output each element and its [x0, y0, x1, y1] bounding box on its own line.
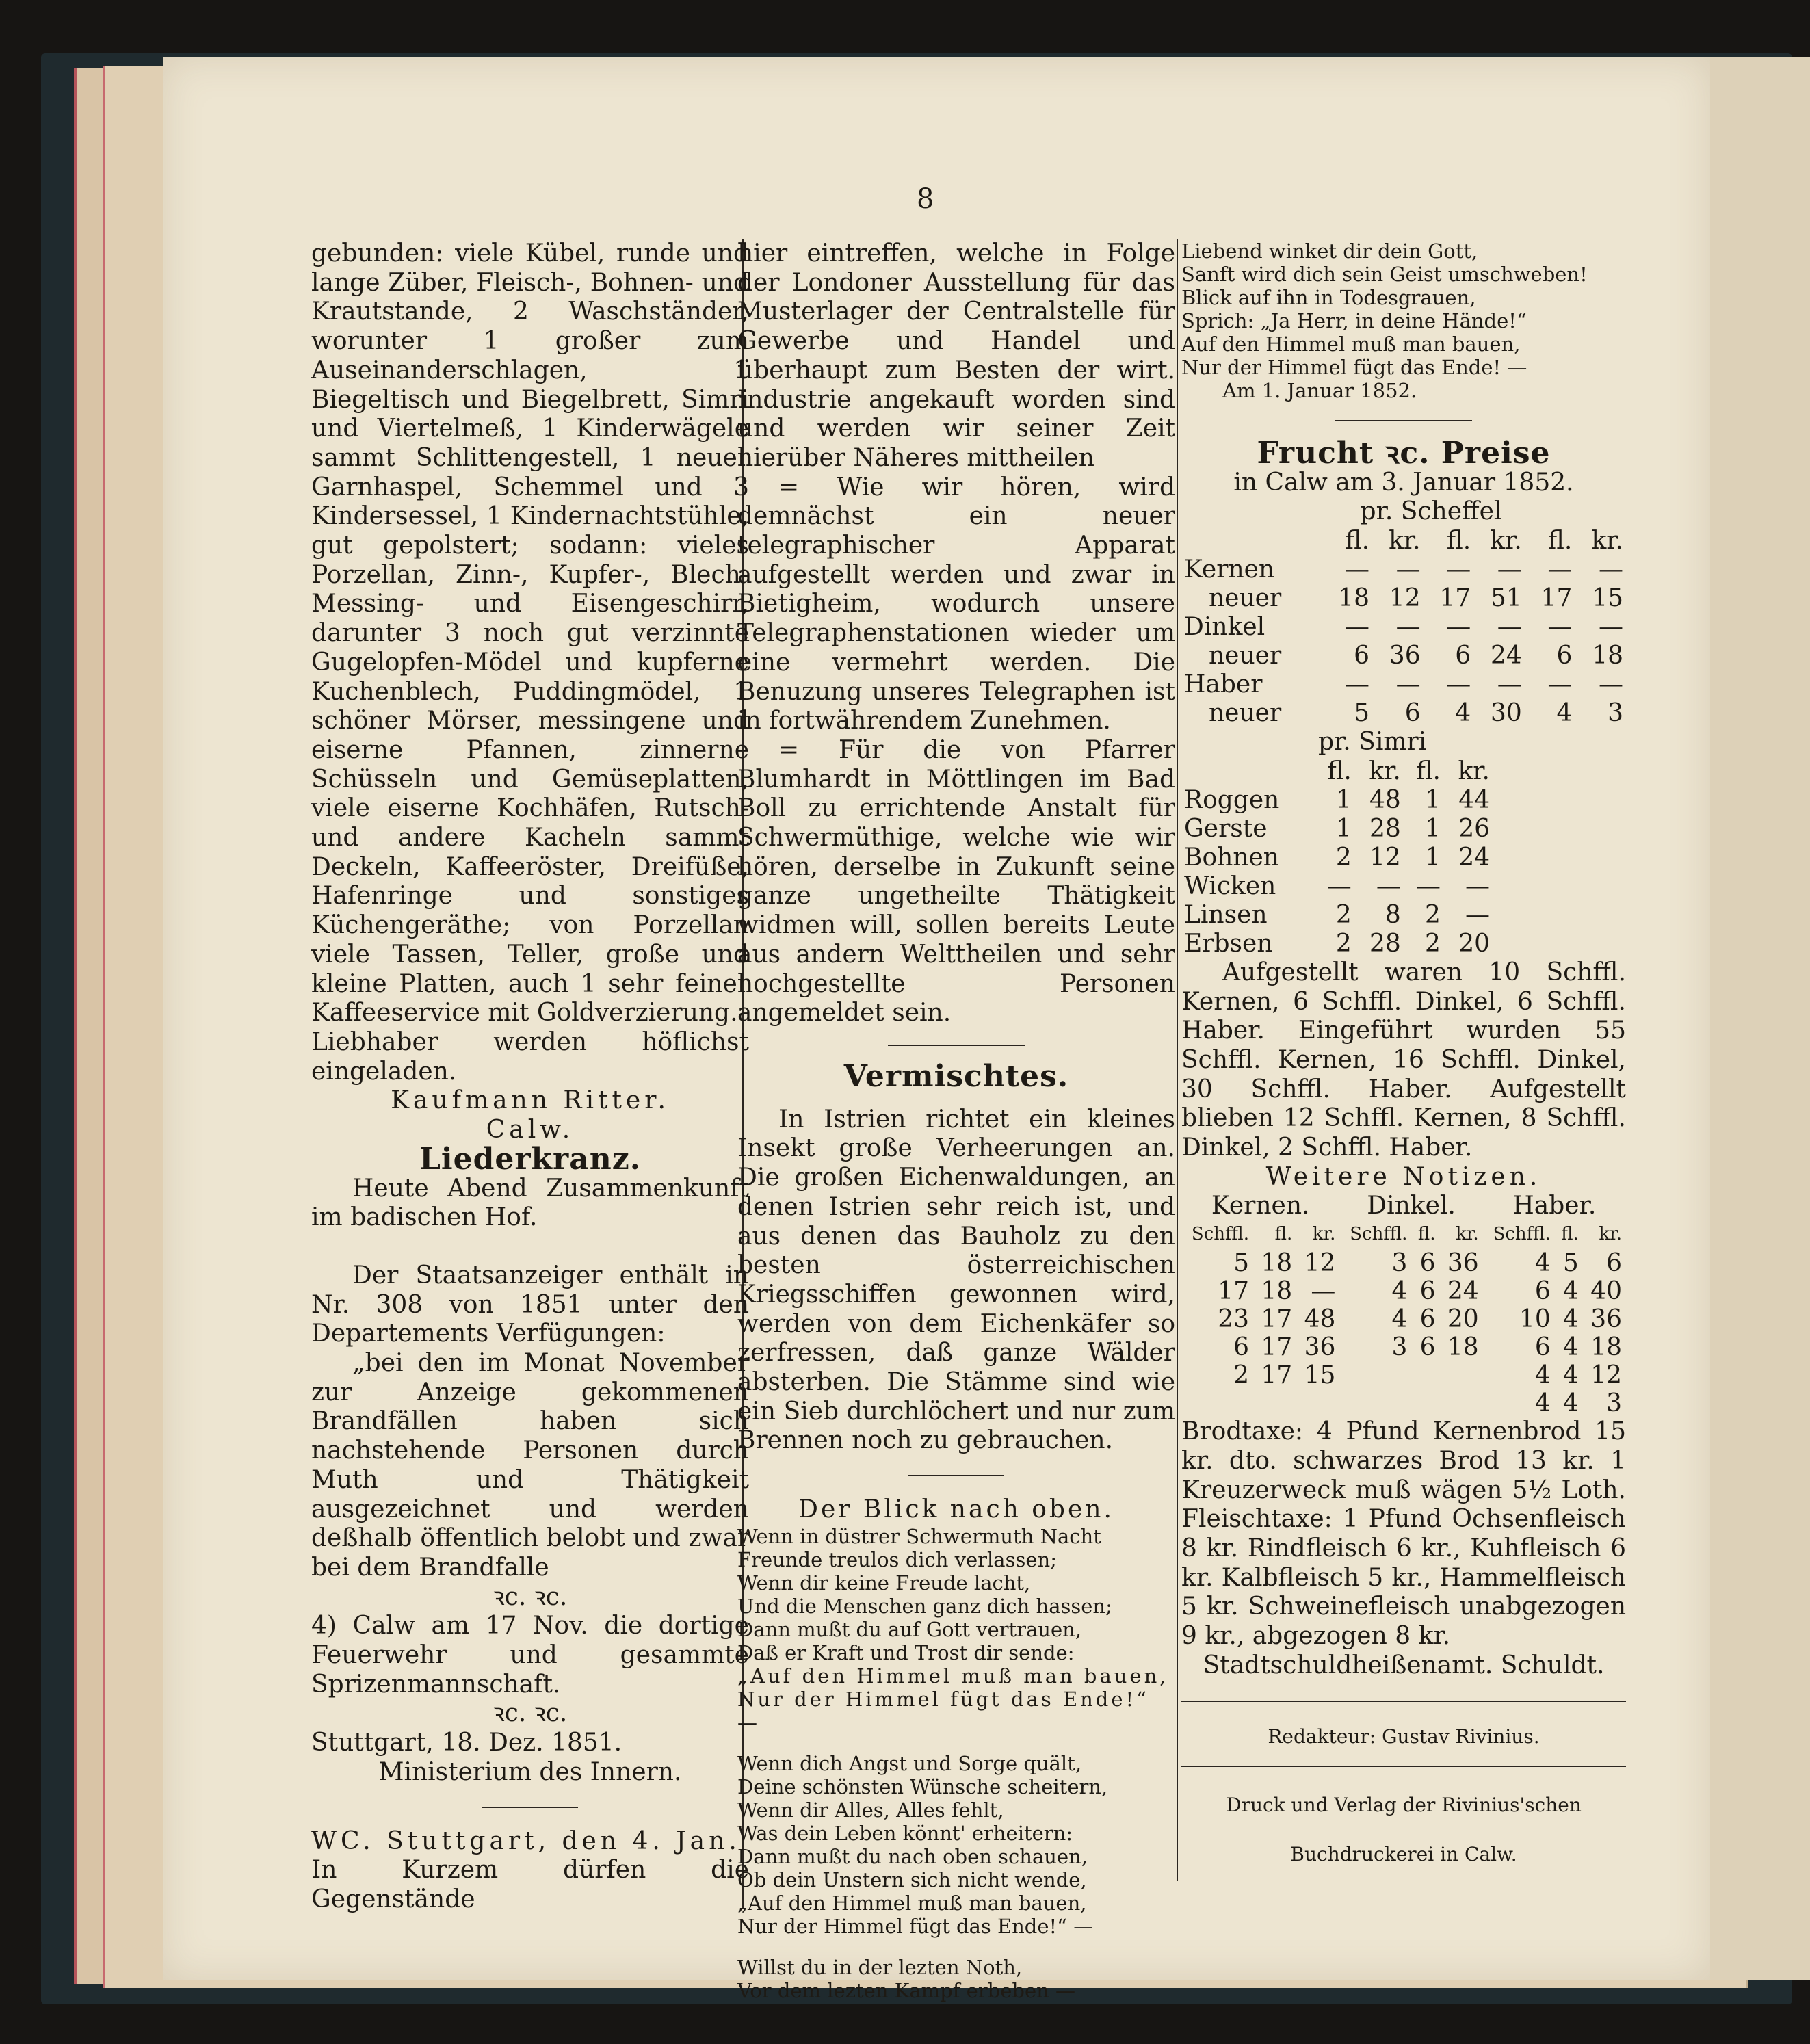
cell: — [1547, 613, 1573, 642]
cell [1440, 1361, 1483, 1389]
page-number: 8 [917, 183, 934, 215]
cell [1296, 1389, 1339, 1417]
section-heading: Vermischtes. [843, 1058, 1069, 1094]
table-header-row [1181, 1192, 1626, 1220]
supply-text: Aufgestellt waren 10 Schffl. Kernen, 6 Schffl. Dinkel, 6 Schffl. Haber. Eingeführt wurden 55 Schffl. Kernen, 16 Schffl. Dinkel, 30 Schffl. Haber. Aufgestellt blieben 12 Schffl. Kernen, 8 Schffl. Dinkel, 2 Schffl. Haber. [1181, 958, 1626, 1162]
separator [1335, 420, 1472, 421]
group-header: Haber. [1512, 1192, 1597, 1220]
dateline: Stuttgart, 18. Dez. 1851. [311, 1729, 622, 1757]
cell: 4 [1391, 1277, 1408, 1306]
cell: — [1415, 872, 1441, 900]
cell: 6 [1419, 1277, 1436, 1306]
printer-line: Druck und Verlag der Rivinius'schen Buchdruckerei in Calw. [1226, 1794, 1582, 1866]
cell: 6 [1534, 1333, 1551, 1362]
cell: — [1497, 613, 1522, 642]
row-label: neuer [1209, 584, 1282, 613]
cell: — [1345, 613, 1370, 642]
column-header: fl. [1547, 527, 1573, 555]
group-header: Kernen. [1211, 1192, 1310, 1220]
cell: 48 [1369, 785, 1401, 814]
unit-label: pr. Simri [1318, 728, 1427, 757]
cell: — [1395, 670, 1421, 699]
cell: 6 [1419, 1333, 1436, 1362]
cell [1411, 1361, 1439, 1389]
auction-invitation: Liebhaber werden höflichst eingeladen. [311, 1027, 749, 1086]
row-label: Bohnen [1184, 843, 1279, 872]
cell: — [1395, 613, 1421, 642]
row-label: Haber [1184, 670, 1263, 699]
table-row [1181, 642, 1626, 670]
cell: 18 [1261, 1277, 1293, 1306]
column-rule [1177, 239, 1178, 1881]
cell: 1 [1425, 785, 1441, 814]
table-header-row [1181, 1220, 1626, 1249]
cell: 17 [1540, 584, 1573, 613]
cell: 17 [1218, 1277, 1250, 1306]
cell: — [1326, 872, 1352, 900]
table-header-row [1181, 527, 1626, 555]
column-header: fl. [1446, 527, 1471, 555]
cell: 4 [1534, 1249, 1551, 1278]
cell: 6 [1534, 1277, 1551, 1306]
table-row [1181, 815, 1493, 843]
cell: 18 [1447, 1333, 1479, 1362]
prices-subheading: in Calw am 3. Januar 1852. [1233, 468, 1574, 497]
cell: — [1446, 613, 1471, 642]
row-label: Gerste [1184, 814, 1268, 843]
editor-line: Redakteur: Gustav Rivinius. [1268, 1725, 1540, 1748]
cell: 1 [1425, 843, 1441, 872]
row-label: neuer [1209, 699, 1282, 728]
cell: 44 [1458, 785, 1490, 814]
poem-line: Nur der Himmel fügt das Ende!“ — [737, 1687, 1150, 1734]
cell: 4 [1562, 1277, 1579, 1306]
poem-line: Blick auf ihn in Todesgrauen, [1181, 286, 1476, 309]
office-signature: Stadtschuldheißenamt. Schuldt. [1203, 1651, 1605, 1679]
article-text: 4) Calw am 17 Nov. die dortige Feuerwehr und gesammte Sprizenmannschaft. [311, 1612, 749, 1699]
cell: — [1395, 555, 1421, 584]
column-header: fl. [1561, 1224, 1579, 1245]
cell: 2 [1335, 929, 1352, 958]
cell: 3 [1391, 1249, 1408, 1278]
table-row [1181, 1361, 1626, 1389]
separator [1181, 1701, 1626, 1702]
cell: — [1547, 555, 1573, 584]
section-heading: Liederkranz. [419, 1141, 642, 1177]
cell: 26 [1458, 814, 1490, 843]
column-header: kr. [1591, 527, 1623, 555]
cell: — [1497, 670, 1522, 699]
cell: 28 [1369, 929, 1401, 958]
poem-line: Wenn in düstrer Schwermuth Nacht [737, 1524, 1101, 1548]
cell: 4 [1534, 1389, 1551, 1418]
column-header: fl. [1274, 1224, 1293, 1245]
notes-heading: Weitere Notizen. [1265, 1162, 1542, 1191]
table-row [1181, 1249, 1626, 1277]
table-row [1181, 1277, 1626, 1305]
column-header: kr. [1599, 1224, 1622, 1245]
poem-stanza [1181, 239, 1626, 402]
cell: 36 [1447, 1249, 1479, 1278]
cell: 23 [1218, 1305, 1250, 1334]
cell: 18 [1338, 584, 1370, 613]
cell: 18 [1590, 1333, 1622, 1362]
column-header: Schffl. [1191, 1224, 1250, 1245]
cell: 17 [1261, 1333, 1293, 1362]
table-row [1181, 1389, 1626, 1417]
cell: 12 [1369, 843, 1401, 872]
poem-line: Dann mußt du nach oben schauen, [737, 1844, 1088, 1868]
cell [1411, 1389, 1439, 1417]
cell: 2 [1425, 900, 1441, 929]
cell: 15 [1304, 1361, 1336, 1390]
cell: 4 [1534, 1361, 1551, 1390]
notes-table [1181, 1192, 1626, 1417]
column-header: kr. [1490, 527, 1522, 555]
column-header: fl. [1345, 527, 1370, 555]
facing-page [1710, 57, 1810, 1980]
cell: 4 [1562, 1305, 1579, 1334]
cell: — [1599, 613, 1623, 642]
cell: 40 [1590, 1277, 1622, 1306]
cell: — [1345, 670, 1370, 699]
poem-line: Willst du in der lezten Noth, [737, 1955, 1023, 1979]
column-header: kr. [1389, 527, 1421, 555]
column-header: kr. [1458, 757, 1490, 785]
row-label: Erbsen [1184, 929, 1273, 958]
cell: 2 [1233, 1361, 1250, 1390]
cell: 15 [1592, 584, 1623, 613]
cell: 36 [1304, 1333, 1336, 1362]
auction-text: gebunden: viele Kübel, runde und lange Züber, Fleisch-, Bohnen- und Krautstande, 2 Waschständer, worunter 1 großer zum Auseinanderschlagen, 1 Biegeltisch und Biegelbrett, Simri und Viertelmeß, 1 Kinderwägele sammt Schlittengestell, 1 neuer Garnhaspel, Schemmel und 3 Kindersessel, 1 Kindernachtstühle, gut gepolstert; sodann: vieles Porzellan, Zinn-, Kupfer-, Blech-Messing- und Eisengeschirr, darunter 3 noch gut verzinnte Gugelopfen-Mödel und kupferne Kuchenblech, Puddingmödel, 1 schöner Mörser, messingene und eiserne Pfannen, zinnerne Schüsseln und Gemüseplatten, viele eiserne Kochhäfen, Rutsch- und andere Kacheln sammt Deckeln, Kaffeeröster, Dreifüße, Hafenringe und sonstiges Küchengeräthe; von Porzellan viele Tassen, Teller, große und kleine Platten, auch 1 sehr feiner Kaffeeservice mit Goldverzierung. [311, 239, 749, 1027]
cell: 18 [1261, 1249, 1293, 1278]
separator [482, 1807, 578, 1808]
table-row [1181, 872, 1493, 901]
table-row [1181, 670, 1626, 699]
cell: 17 [1439, 584, 1471, 613]
table-row [1181, 613, 1626, 642]
table-row [1181, 1305, 1626, 1333]
cell: 12 [1304, 1249, 1336, 1278]
separator [1181, 1766, 1626, 1767]
article-quote: „bei den im Monat November zur Anzeige gekommenen Brandfällen haben sich nachstehende Personen durch Muth und Thätigkeit ausgezeichnet und werden deßhalb öffentlich belobt und zwar bei dem Brandfalle [311, 1349, 749, 1582]
cell: 24 [1447, 1277, 1479, 1306]
signer: Kaufmann Ritter. [391, 1086, 670, 1115]
simri-price-table [1181, 757, 1493, 958]
table-row [1181, 930, 1493, 958]
cell: 5 [1562, 1249, 1579, 1278]
column-header: fl. [1327, 757, 1352, 785]
row-label: Wicken [1184, 872, 1276, 900]
cell: 4 [1562, 1361, 1579, 1390]
poem-line: „Auf den Himmel muß man bauen, [737, 1664, 1169, 1688]
cell [1440, 1389, 1483, 1417]
row-label: Dinkel [1184, 613, 1265, 642]
cell: 24 [1490, 642, 1522, 670]
cell: 5 [1354, 699, 1370, 728]
article-text: In Istrien richtet ein kleines Insekt große Verheerungen an. Die großen Eichenwaldungen, an denen Istrien sehr reich ist, und aus denen das Bauholz zu den besten österreichischen Kriegsschiffen gewonnen wird, werden von dem Eichenkäfer so zerfressen, daß ganze Wälder absterben. Die Stämme sind wie ein Sieb durchlöchert und nur zum Brennen noch zu gebrauchen. [737, 1105, 1175, 1455]
poem-title: Der Blick nach oben. [798, 1495, 1114, 1524]
cell: 48 [1304, 1305, 1336, 1334]
cell: 30 [1490, 699, 1522, 728]
poem-line: Liebend winket dir dein Gott, [1181, 239, 1478, 263]
cell: 2 [1335, 843, 1352, 872]
cell: — [1446, 670, 1471, 699]
cell: — [1345, 555, 1370, 584]
column-header: kr. [1312, 1224, 1336, 1245]
poem-line: Auf den Himmel muß man bauen, [1181, 332, 1521, 356]
etc-mark: ꝛc. ꝛc. [493, 1699, 568, 1728]
article-text: Der Staatsanzeiger enthält in Nr. 308 von 1851 unter den Departements Verfügungen: [311, 1261, 749, 1348]
separator [888, 1045, 1025, 1046]
cell: 2 [1425, 929, 1441, 958]
poem-line: Daß er Kraft und Trost dir sende: [737, 1640, 1075, 1664]
column-header: Schffl. [1493, 1224, 1551, 1245]
column-2 [737, 239, 1175, 2002]
poem-stanza [737, 1525, 1175, 1734]
town: Calw. [486, 1116, 575, 1144]
cell [1253, 1389, 1296, 1417]
scheffel-price-table [1181, 527, 1626, 728]
cell: 6 [1404, 699, 1421, 728]
cell: 20 [1458, 929, 1490, 958]
column-header: kr. [1369, 757, 1401, 785]
row-label: Kernen [1184, 555, 1275, 584]
table-row [1181, 555, 1626, 584]
poem-line: Dann mußt du auf Gott vertrauen, [737, 1617, 1082, 1641]
cell: 2 [1335, 900, 1352, 929]
cell: 20 [1447, 1305, 1479, 1334]
poem-line: „Auf den Himmel muß man bauen, [737, 1891, 1087, 1915]
poem-line: Und die Menschen ganz dich hassen; [737, 1594, 1112, 1618]
cell: — [1376, 872, 1401, 900]
poem-stanza [737, 1752, 1175, 1938]
cell: 3 [1391, 1333, 1408, 1362]
cell: 6 [1354, 642, 1370, 670]
cell: — [1465, 900, 1490, 929]
cell [1339, 1361, 1411, 1389]
article-text: hier eintreffen, welche in Folge der Londoner Ausstellung für das Musterlager der Centralstelle für Gewerbe und Handel und überhaupt zum Besten der wirt. Industrie angekauft worden sind und werden wir seiner Zeit hierüber Näheres mittheilen [737, 239, 1175, 472]
cell: 6 [1419, 1249, 1436, 1278]
table-row [1181, 901, 1493, 930]
cell: — [1497, 555, 1522, 584]
cell: — [1446, 555, 1471, 584]
poem-line: Sprich: „Ja Herr, in deine Hände!“ [1181, 309, 1527, 332]
table-row [1181, 699, 1626, 728]
cell: 1 [1425, 814, 1441, 843]
price-text: Brodtaxe: 4 Pfund Kernenbrod 15 kr. dto. schwarzes Brod 13 kr. 1 Kreuzerweck muß wägen 5½ Loth. Fleischtaxe: 1 Pfund Ochsenfleisch 8 kr. Rindfleisch 6 kr., Kuhfleisch 6 kr. Kalbfleisch 5 kr., Hammelfleisch 5 kr. Schweinefleisch unabgezogen 9 kr., abgezogen 8 kr. [1181, 1417, 1626, 1651]
cell: 12 [1389, 584, 1421, 613]
group-header: Dinkel. [1367, 1192, 1456, 1220]
unit-label: pr. Scheffel [1360, 497, 1502, 526]
cell: 3 [1608, 699, 1623, 728]
cell: 4 [1556, 699, 1573, 728]
cell [1339, 1389, 1411, 1417]
column-3 [1181, 239, 1626, 1879]
cell: 6 [1606, 1249, 1622, 1278]
cell: 3 [1606, 1389, 1622, 1418]
cell: 10 [1519, 1305, 1551, 1334]
column-header: Schffl. [1350, 1224, 1408, 1245]
cell: 6 [1556, 642, 1573, 670]
article-text: = Wie wir hören, wird demnächst ein neuer telegraphischer Apparat aufgestellt werden und zwar in Bietigheim, wodurch unsere Telegraphenstationen wieder um eine vermehrt werden. Die Benuzung unseres Telegraphen ist in fortwährendem Zunehmen. [737, 473, 1175, 735]
column-header: kr. [1456, 1224, 1479, 1245]
cell: 1 [1335, 785, 1352, 814]
separator [908, 1475, 1004, 1476]
cell: 28 [1369, 814, 1401, 843]
poem-line: Wenn dich Angst und Sorge quält, [737, 1751, 1082, 1775]
article-heading: WC. Stuttgart, den 4. Jan. [311, 1826, 741, 1855]
table-row [1181, 843, 1493, 872]
cell: 51 [1490, 584, 1522, 613]
row-label: neuer [1209, 642, 1282, 670]
cell: 36 [1590, 1305, 1622, 1334]
cell: 6 [1455, 642, 1471, 670]
poem-line: Wenn dir keine Freude lacht, [737, 1571, 1031, 1595]
notice-text: Heute Abend Zusammenkunft im badischen Hof. [311, 1174, 749, 1232]
poem-line: Ob dein Unstern sich nicht wende, [737, 1868, 1087, 1891]
cell: 6 [1233, 1333, 1250, 1362]
table-row [1181, 786, 1493, 815]
column-header: fl. [1417, 1224, 1436, 1245]
poem-line: Nur der Himmel fügt das Ende!“ — [737, 1914, 1094, 1938]
table-header-row [1181, 757, 1493, 786]
article-text: In Kurzem dürfen die Gegenstände [311, 1856, 749, 1913]
cell: 1 [1335, 814, 1352, 843]
cell: — [1599, 670, 1623, 699]
cell: 18 [1592, 642, 1623, 670]
cell: — [1599, 555, 1623, 584]
cell: 36 [1389, 642, 1421, 670]
cell: 17 [1261, 1305, 1293, 1334]
table-row [1181, 584, 1626, 613]
cell: 12 [1590, 1361, 1622, 1390]
column-header: fl. [1416, 757, 1441, 785]
cell: 6 [1419, 1305, 1436, 1334]
column-1 [311, 239, 749, 1915]
cell: — [1465, 872, 1490, 900]
cell: — [1547, 670, 1573, 699]
poem-line: Nur der Himmel fügt das Ende! — [1181, 356, 1527, 379]
cell: 8 [1385, 900, 1401, 929]
row-label: Roggen [1184, 785, 1280, 814]
poem-line: Was dein Leben könnt' erheitern: [737, 1821, 1073, 1845]
cell: 4 [1562, 1389, 1579, 1418]
poem-stanza [737, 1956, 1175, 2002]
cell: 4 [1455, 699, 1471, 728]
row-label: Linsen [1184, 900, 1268, 929]
poem-line: Freunde treulos dich verlassen; [737, 1547, 1057, 1571]
table-row [1181, 1333, 1626, 1361]
cell: 17 [1261, 1361, 1293, 1390]
cell: — [1311, 1277, 1336, 1306]
cell: 5 [1233, 1249, 1250, 1278]
article-text: = Für die von Pfarrer Blumhardt in Möttlingen im Bad Boll zu errichtende Anstalt für Schwermüthige, welche wie wir hören, derselbe in Zukunft seine ganze ungetheilte Thätigkeit widmen will, sollen bereits Leute aus andern Welttheilen und sehr hochgestellte Personen angemeldet sein. [737, 735, 1175, 1027]
cell: 4 [1391, 1305, 1408, 1334]
etc-mark: ꝛc. ꝛc. [493, 1582, 568, 1611]
poem-line: Deine schönsten Wünsche scheitern, [737, 1774, 1108, 1798]
cell [1181, 1389, 1253, 1417]
ministry: Ministerium des Innern. [378, 1757, 682, 1786]
poem-line: Sanft wird dich sein Geist umschweben! [1181, 263, 1588, 286]
cell: 4 [1562, 1333, 1579, 1362]
poem-line: Wenn dir Alles, Alles fehlt, [737, 1798, 1004, 1822]
cell: 24 [1458, 843, 1490, 872]
poem-line: Vor dem lezten Kampf erbeben — [737, 1978, 1076, 2002]
poem-date: Am 1. Januar 1852. [1222, 379, 1417, 402]
prices-heading: Frucht ꝛc. Preise [1257, 436, 1551, 471]
